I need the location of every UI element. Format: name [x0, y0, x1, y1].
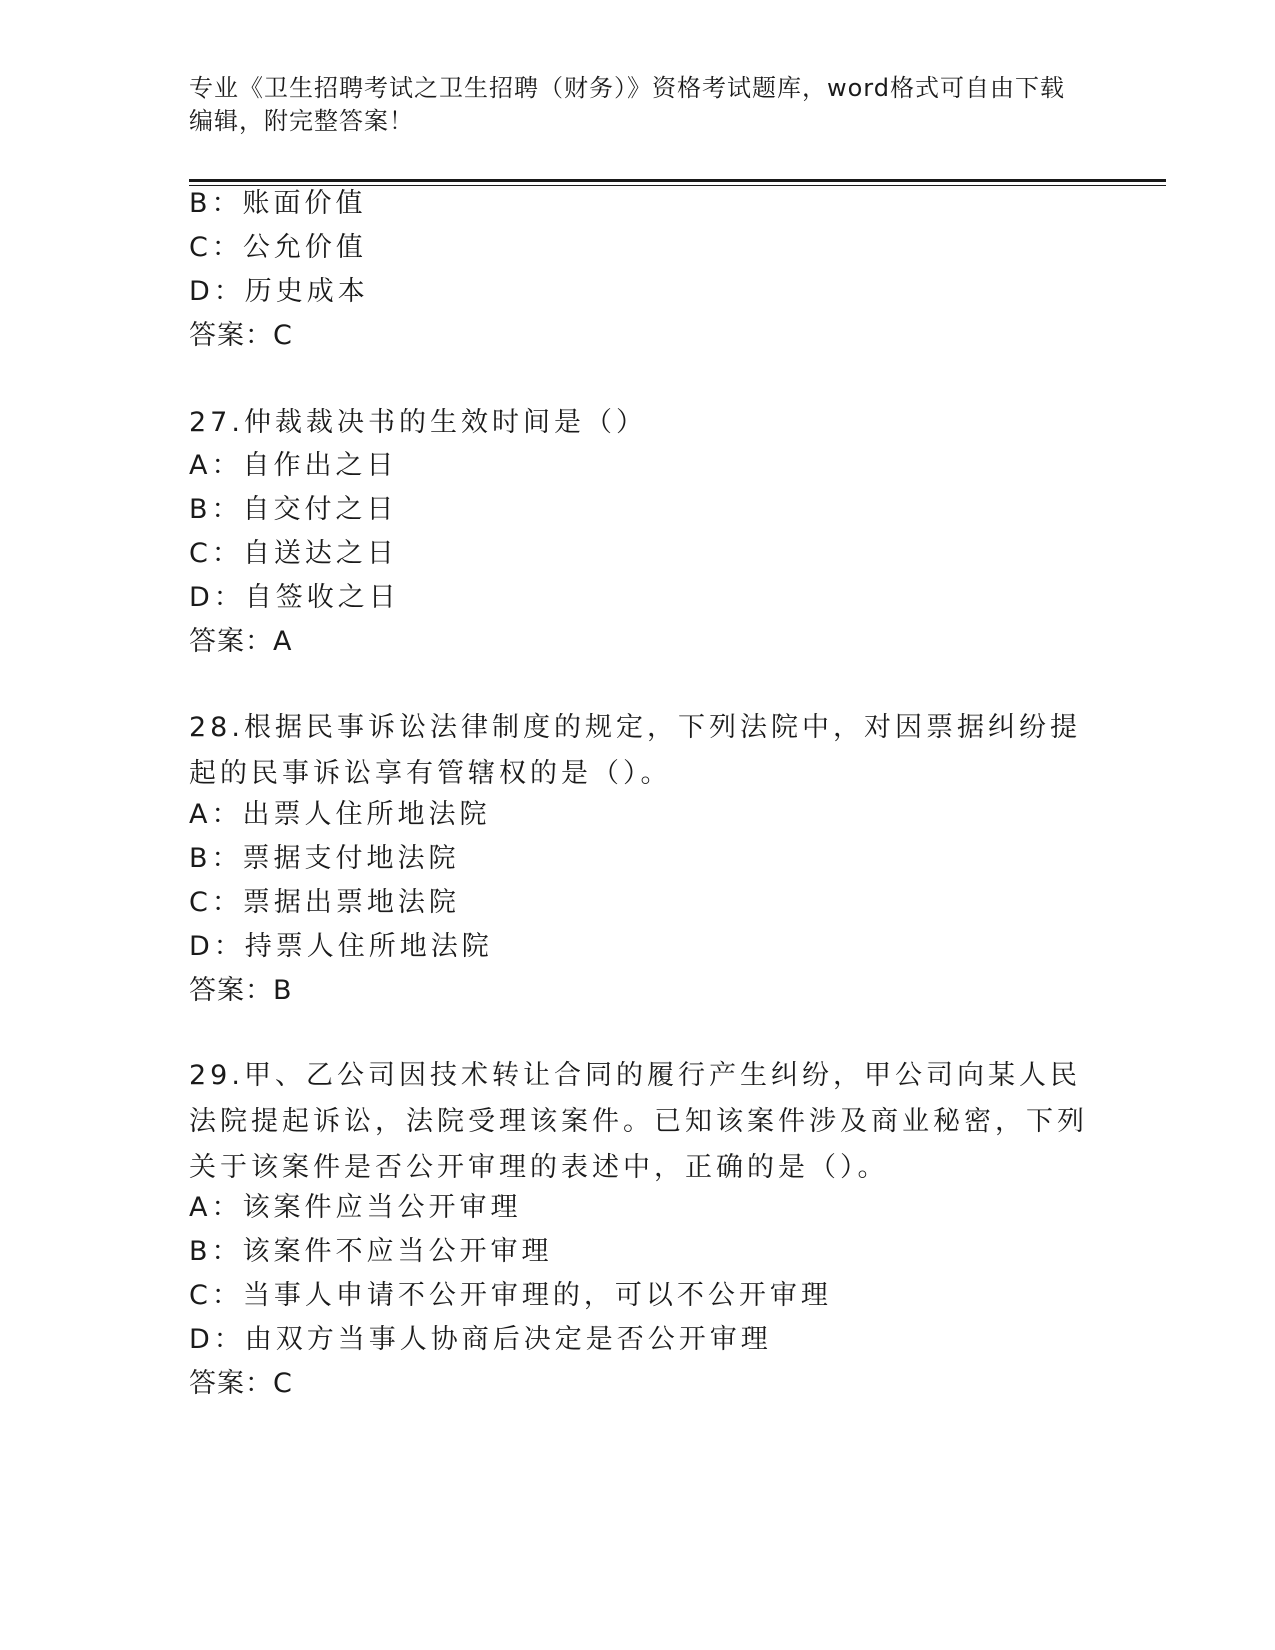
question-29-text: 29.甲、乙公司因技术转让合同的履行产生纠纷，甲公司向某人民法院提起诉讼，法院受理该案件。已知该案件涉及商业秘密，下列关于该案件是否公开审理的表述中，正确的是（）。 — [189, 1060, 1088, 1183]
option-a: A：自作出之日 — [189, 450, 398, 481]
option-d: D：由双方当事人协商后决定是否公开审理 — [189, 1324, 772, 1355]
answer-label: 答案：C — [189, 1368, 293, 1399]
option-c: C：当事人申请不公开审理的，可以不公开审理 — [189, 1280, 832, 1311]
option-c: C：票据出票地法院 — [189, 887, 460, 918]
answer-label: 答案：C — [189, 320, 293, 351]
option-a: A：出票人住所地法院 — [189, 799, 491, 830]
option-d: D：持票人住所地法院 — [189, 931, 493, 962]
answer-label: 答案：A — [189, 626, 293, 657]
option-c: C：自送达之日 — [189, 538, 398, 569]
option-b: B：账面价值 — [189, 188, 367, 219]
option-d: D：自签收之日 — [189, 582, 400, 613]
document-header: 专业《卫生招聘考试之卫生招聘（财务）》资格考试题库，word格式可自由下载编辑，附完整答案！ — [189, 74, 1065, 135]
option-c: C：公允价值 — [189, 232, 367, 263]
option-d: D：历史成本 — [189, 276, 369, 307]
question-27-text: 27.仲裁裁决书的生效时间是（） — [189, 407, 647, 438]
answer-label: 答案：B — [189, 975, 293, 1006]
option-b: B：票据支付地法院 — [189, 843, 460, 874]
option-b: B：自交付之日 — [189, 494, 398, 525]
option-b: B：该案件不应当公开审理 — [189, 1236, 553, 1267]
option-a: A：该案件应当公开审理 — [189, 1192, 522, 1223]
question-28-text: 28.根据民事诉讼法律制度的规定，下列法院中，对因票据纠纷提起的民事诉讼享有管辖权的是（）。 — [189, 712, 1081, 789]
